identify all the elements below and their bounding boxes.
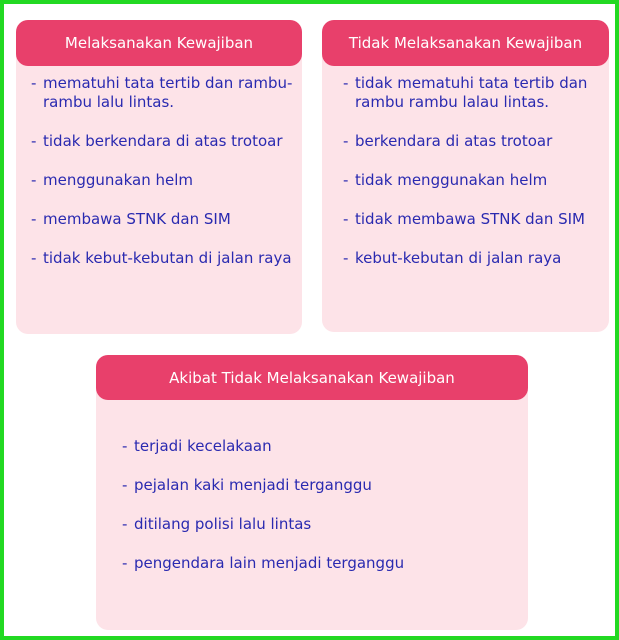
- dash-bullet: -: [343, 132, 349, 150]
- list-item-text: kebut-kebutan di jalan raya: [355, 249, 562, 267]
- dash-bullet: -: [122, 554, 128, 572]
- list-item-text: membawa STNK dan SIM: [43, 210, 231, 228]
- list-item: [343, 132, 603, 151]
- dash-bullet: -: [122, 437, 128, 455]
- dash-bullet: -: [343, 171, 349, 189]
- list-item: [31, 171, 293, 190]
- list-item: [343, 210, 603, 229]
- list-item: [122, 554, 512, 573]
- item-list: [122, 437, 512, 593]
- card-header: Melaksanakan Kewajiban: [16, 20, 302, 66]
- dash-bullet: -: [343, 210, 349, 228]
- list-item-text: mematuhi tata tertib dan rambu-rambu lalu lintas.: [43, 74, 293, 111]
- list-item-text: ditilang polisi lalu lintas: [134, 515, 312, 533]
- dash-bullet: -: [31, 171, 37, 189]
- list-item: [343, 249, 603, 268]
- list-item-text: menggunakan helm: [43, 171, 193, 189]
- list-item: [343, 171, 603, 190]
- list-item: [343, 74, 603, 112]
- dash-bullet: -: [31, 74, 37, 92]
- list-item-text: pengendara lain menjadi terganggu: [134, 554, 405, 572]
- dash-bullet: -: [343, 74, 349, 92]
- list-item-text: tidak mematuhi tata tertib dan rambu rambu lalau lintas.: [355, 74, 588, 111]
- card-melaksanakan-kewajiban: [16, 20, 302, 334]
- dash-bullet: -: [31, 249, 37, 267]
- list-item-text: terjadi kecelakaan: [134, 437, 272, 455]
- list-item-text: tidak berkendara di atas trotoar: [43, 132, 283, 150]
- dash-bullet: -: [122, 476, 128, 494]
- card-header: Tidak Melaksanakan Kewajiban: [322, 20, 609, 66]
- list-item-text: berkendara di atas trotoar: [355, 132, 553, 150]
- list-item: [122, 476, 512, 495]
- list-item: [122, 515, 512, 534]
- list-item: [122, 437, 512, 456]
- dash-bullet: -: [122, 515, 128, 533]
- card-tidak-melaksanakan-kewajiban: [322, 20, 609, 332]
- card-akibat: [96, 355, 528, 630]
- item-list: [31, 74, 293, 288]
- list-item-text: tidak membawa STNK dan SIM: [355, 210, 585, 228]
- list-item: [31, 132, 293, 151]
- list-item: [31, 249, 293, 268]
- dash-bullet: -: [31, 210, 37, 228]
- list-item-text: tidak kebut-kebutan di jalan raya: [43, 249, 292, 267]
- item-list: [343, 74, 603, 288]
- list-item-text: tidak menggunakan helm: [355, 171, 548, 189]
- list-item: [31, 74, 293, 112]
- list-item-text: pejalan kaki menjadi terganggu: [134, 476, 372, 494]
- dash-bullet: -: [343, 249, 349, 267]
- card-header: Akibat Tidak Melaksanakan Kewajiban: [96, 355, 528, 400]
- list-item: [31, 210, 293, 229]
- dash-bullet: -: [31, 132, 37, 150]
